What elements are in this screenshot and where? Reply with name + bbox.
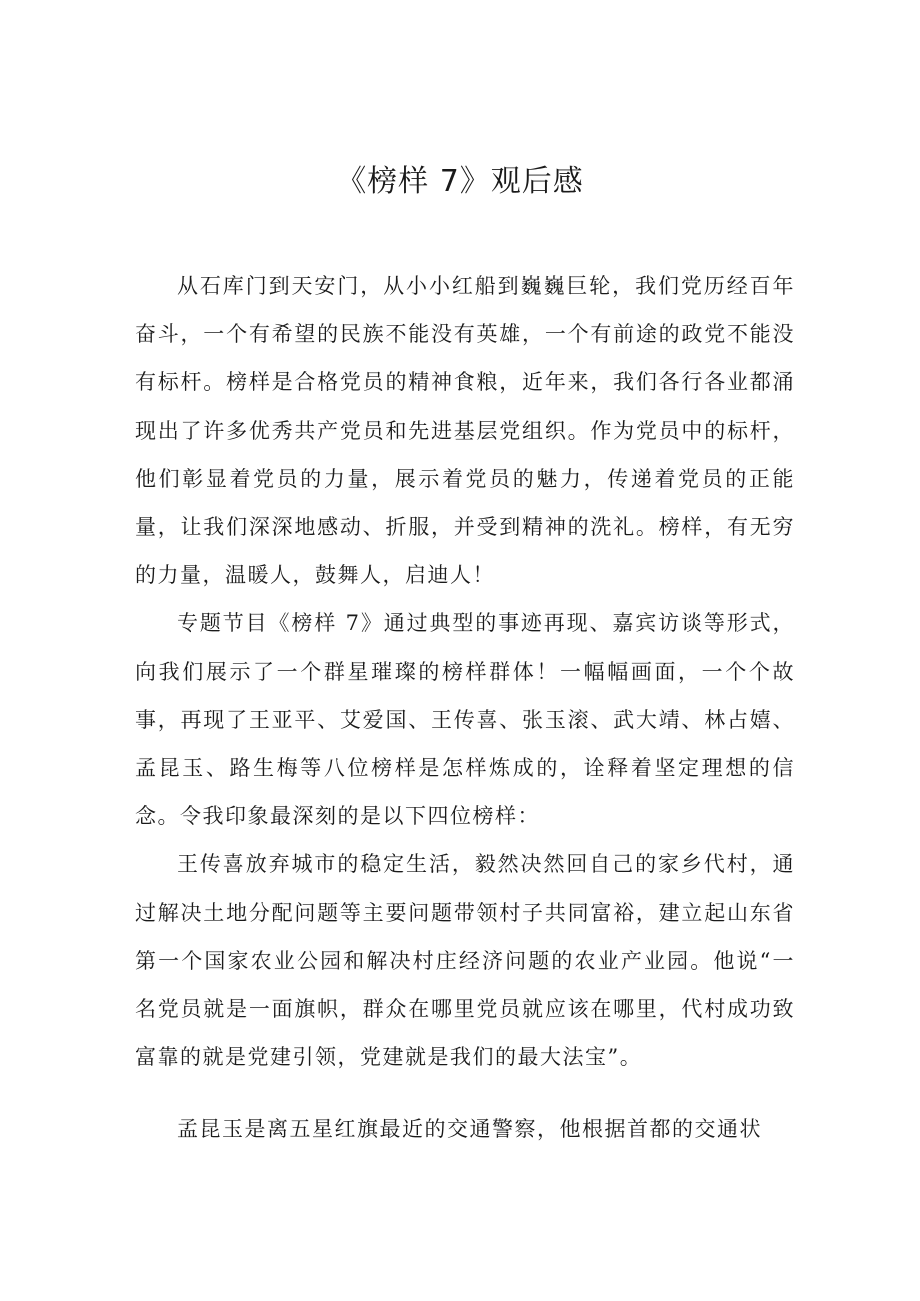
paragraph-meng-kunyu: 孟昆玉是离五星红旗最近的交通警察，他根据首都的交通状 bbox=[177, 1117, 762, 1142]
document-title: 《榜样 7》观后感 bbox=[336, 164, 584, 199]
paragraph-wang-chuanxi: 王传喜放弃城市的稳定生活，毅然决然回自己的家乡代村，通过解决土地分配问题等主要问题带领村子共同富裕，建立起山东省第一个国家农业公园和解决村庄经济问题的农业产业园。他说“一名党员就是一面旗帜，群众在哪里党员就应该在哪里，代村成功致富靠的就是党建引领，党建就是我们的最大法宝”。 bbox=[135, 852, 795, 1070]
paragraph-intro: 从石库门到天安门，从小小红船到巍巍巨轮，我们党历经百年奋斗，一个有希望的民族不能没有英雄，一个有前途的政党不能没有标杆。榜样是合格党员的精神食粮，近年来，我们各行各业都涌现出了许多优秀共产党员和先进基层党组织。作为党员中的标杆，他们彰显着党员的力量，展示着党员的魅力，传递着党员的正能量，让我们深深地感动、折服，并受到精神的洗礼。榜样，有无穷的力量，温暖人，鼓舞人，启迪人！ bbox=[135, 274, 795, 588]
paragraph-program: 专题节目《榜样 7》通过典型的事迹再现、嘉宾访谈等形式，向我们展示了一个群星璀璨的榜样群体！一幅幅画面，一个个故事，再现了王亚平、艾爱国、王传喜、张玉滚、武大靖、林占嬉、孟昆玉、路生梅等八位榜样是怎样炼成的，诠释着坚定理想的信念。令我印象最深刻的是以下四位榜样： bbox=[135, 611, 795, 829]
document-body bbox=[135, 262, 795, 1154]
